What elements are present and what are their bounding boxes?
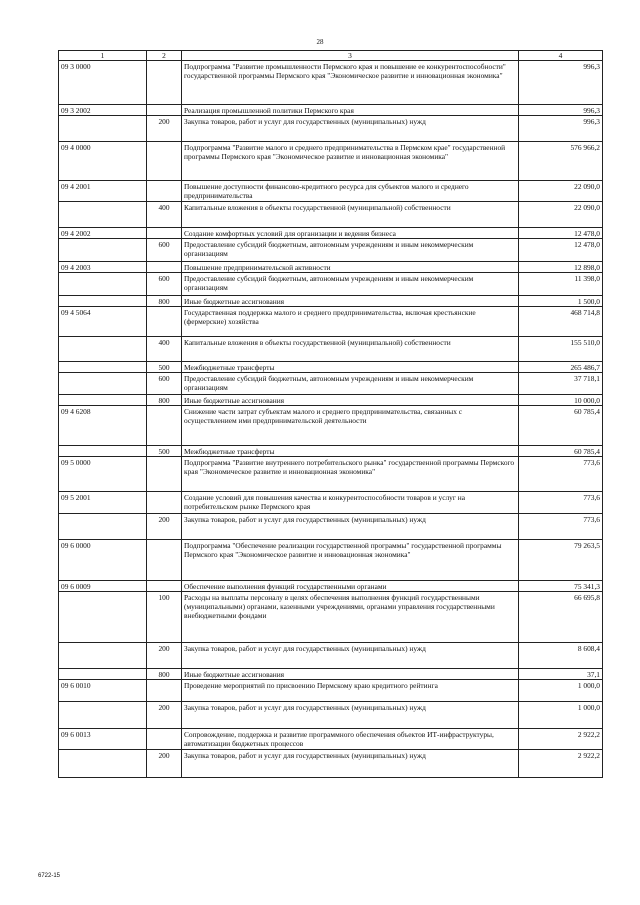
- row-expense-type-cell: 600: [147, 239, 182, 262]
- row-code-cell: 09 4 2002: [59, 228, 147, 239]
- row-code-cell: 09 4 5064: [59, 307, 147, 337]
- table-row: [59, 373, 603, 395]
- row-amount-cell: 60 785,4: [519, 406, 603, 446]
- table-row: [59, 702, 603, 729]
- row-amount-cell: 265 486,7: [519, 362, 603, 373]
- table-row: [59, 729, 603, 750]
- table-row: [59, 457, 603, 492]
- table-row: [59, 514, 603, 540]
- row-amount-cell: 66 695,8: [519, 592, 603, 643]
- row-expense-type-cell: [147, 581, 182, 592]
- header-col-4: 4: [519, 51, 603, 61]
- table-row: [59, 362, 603, 373]
- row-amount-cell: 10 000,0: [519, 395, 603, 406]
- row-amount-cell: 11 398,0: [519, 273, 603, 296]
- row-code-cell: [59, 395, 147, 406]
- row-description-cell: Закупка товаров, работ и услуг для государственных (муниципальных) нужд: [182, 643, 519, 669]
- row-expense-type-cell: [147, 307, 182, 337]
- row-code-cell: [59, 273, 147, 296]
- row-description-cell: Подпрограмма "Развитие промышленности Пермского края и повышение ее конкурентоспособности" государственной программы Пермского края "Экономическое развитие и инновационная экономика": [182, 61, 519, 105]
- table-row: [59, 592, 603, 643]
- row-expense-type-cell: [147, 228, 182, 239]
- row-code-cell: [59, 592, 147, 643]
- table-row: [59, 395, 603, 406]
- row-description-cell: Создание комфортных условий для организации и ведения бизнеса: [182, 228, 519, 239]
- row-amount-cell: 37,1: [519, 669, 603, 680]
- row-amount-cell: 12 478,0: [519, 239, 603, 262]
- table-row: [59, 296, 603, 307]
- table-row: [59, 680, 603, 702]
- row-description-cell: Повышение доступности финансово-кредитного ресурса для субъектов малого и среднего предпринимательства: [182, 181, 519, 202]
- row-description-cell: Предоставление субсидий бюджетным, автономным учреждениям и иным некоммерческим организациям: [182, 273, 519, 296]
- row-description-cell: Реализация промышленной политики Пермского края: [182, 105, 519, 116]
- row-expense-type-cell: 200: [147, 116, 182, 142]
- row-amount-cell: 22 090,0: [519, 202, 603, 228]
- row-code-cell: [59, 702, 147, 729]
- row-amount-cell: 8 608,4: [519, 643, 603, 669]
- row-description-cell: Обеспечение выполнения функций государственными органами: [182, 581, 519, 592]
- table-body: [59, 61, 603, 778]
- row-amount-cell: 1 000,0: [519, 702, 603, 729]
- row-expense-type-cell: [147, 105, 182, 116]
- row-amount-cell: 155 510,0: [519, 337, 603, 362]
- row-description-cell: Подпрограмма "Обеспечение реализации государственной программы" государственной программы Пермского края "Экономическое развитие и инновационная экономика": [182, 540, 519, 581]
- header-col-1: 1: [59, 51, 147, 61]
- row-description-cell: Межбюджетные трансферты: [182, 362, 519, 373]
- row-description-cell: Создание условий для повышения качества и конкурентоспособности товаров и услуг на потребительском рынке Пермского края: [182, 492, 519, 514]
- table-row: [59, 492, 603, 514]
- table-row: [59, 581, 603, 592]
- row-expense-type-cell: 600: [147, 273, 182, 296]
- row-expense-type-cell: 500: [147, 362, 182, 373]
- row-code-cell: [59, 296, 147, 307]
- row-amount-cell: 996,3: [519, 61, 603, 105]
- row-description-cell: Закупка товаров, работ и услуг для государственных (муниципальных) нужд: [182, 514, 519, 540]
- row-amount-cell: 75 341,3: [519, 581, 603, 592]
- row-description-cell: Проведение мероприятий по присвоению Пермскому краю кредитного рейтинга: [182, 680, 519, 702]
- row-code-cell: [59, 202, 147, 228]
- row-description-cell: Иные бюджетные ассигнования: [182, 669, 519, 680]
- row-amount-cell: 37 718,1: [519, 373, 603, 395]
- row-description-cell: Иные бюджетные ассигнования: [182, 395, 519, 406]
- row-amount-cell: 773,6: [519, 514, 603, 540]
- row-amount-cell: 773,6: [519, 457, 603, 492]
- row-code-cell: 09 4 2003: [59, 262, 147, 273]
- row-expense-type-cell: [147, 492, 182, 514]
- row-expense-type-cell: [147, 729, 182, 750]
- table-row: [59, 446, 603, 457]
- header-col-2: 2: [147, 51, 182, 61]
- row-amount-cell: 996,3: [519, 116, 603, 142]
- table-row: [59, 262, 603, 273]
- row-description-cell: Подпрограмма "Развитие малого и среднего предпринимательства в Пермском крае" государственной программы Пермского края "Экономическое развитие и инновационная экономика": [182, 142, 519, 181]
- row-code-cell: 09 4 6208: [59, 406, 147, 446]
- row-description-cell: Сопровождение, поддержка и развитие программного обеспечения объектов ИТ-инфраструктуры, автоматизации бюджетных процессов: [182, 729, 519, 750]
- row-expense-type-cell: [147, 142, 182, 181]
- row-amount-cell: 468 714,8: [519, 307, 603, 337]
- page-number: 28: [316, 38, 324, 46]
- row-amount-cell: 576 966,2: [519, 142, 603, 181]
- row-expense-type-cell: [147, 406, 182, 446]
- row-expense-type-cell: [147, 680, 182, 702]
- table-row: [59, 239, 603, 262]
- row-amount-cell: 2 922,2: [519, 729, 603, 750]
- table-row: [59, 643, 603, 669]
- row-code-cell: 09 4 2001: [59, 181, 147, 202]
- row-description-cell: Капитальные вложения в объекты государственной (муниципальной) собственности: [182, 202, 519, 228]
- row-expense-type-cell: [147, 540, 182, 581]
- row-description-cell: Снижение части затрат субъектам малого и среднего предпринимательства, связанных с осуществлением ими предпринимательской деятельности: [182, 406, 519, 446]
- row-code-cell: [59, 643, 147, 669]
- row-expense-type-cell: [147, 262, 182, 273]
- row-amount-cell: 60 785,4: [519, 446, 603, 457]
- row-code-cell: 09 3 2002: [59, 105, 147, 116]
- table-row: [59, 202, 603, 228]
- row-expense-type-cell: [147, 61, 182, 105]
- table-row: [59, 181, 603, 202]
- table-row: [59, 307, 603, 337]
- row-expense-type-cell: 200: [147, 750, 182, 778]
- table-row: [59, 61, 603, 105]
- row-code-cell: 09 6 0013: [59, 729, 147, 750]
- row-expense-type-cell: 500: [147, 446, 182, 457]
- row-expense-type-cell: 200: [147, 702, 182, 729]
- row-amount-cell: 12 478,0: [519, 228, 603, 239]
- row-amount-cell: 996,3: [519, 105, 603, 116]
- row-description-cell: Закупка товаров, работ и услуг для государственных (муниципальных) нужд: [182, 750, 519, 778]
- row-description-cell: Капитальные вложения в объекты государственной (муниципальной) собственности: [182, 337, 519, 362]
- table-row: [59, 273, 603, 296]
- row-code-cell: 09 5 2001: [59, 492, 147, 514]
- row-amount-cell: 1 500,0: [519, 296, 603, 307]
- row-amount-cell: 2 922,2: [519, 750, 603, 778]
- row-description-cell: Предоставление субсидий бюджетным, автономным учреждениям и иным некоммерческим организациям: [182, 373, 519, 395]
- row-amount-cell: 79 263,5: [519, 540, 603, 581]
- row-expense-type-cell: 200: [147, 514, 182, 540]
- row-code-cell: [59, 362, 147, 373]
- table-row: [59, 406, 603, 446]
- row-amount-cell: 1 000,0: [519, 680, 603, 702]
- row-code-cell: 09 3 0000: [59, 61, 147, 105]
- row-code-cell: [59, 514, 147, 540]
- row-description-cell: Подпрограмма "Развитие внутреннего потребительского рынка" государственной программы Пермского края "Экономическое развитие и инновационная экономика": [182, 457, 519, 492]
- table-row: [59, 540, 603, 581]
- footer-code: 6722-15: [38, 873, 61, 879]
- row-expense-type-cell: [147, 181, 182, 202]
- row-expense-type-cell: 400: [147, 202, 182, 228]
- row-expense-type-cell: [147, 457, 182, 492]
- row-expense-type-cell: 200: [147, 643, 182, 669]
- row-code-cell: [59, 373, 147, 395]
- row-code-cell: [59, 750, 147, 778]
- row-code-cell: 09 6 0009: [59, 581, 147, 592]
- header-col-3: 3: [182, 51, 519, 61]
- row-description-cell: Иные бюджетные ассигнования: [182, 296, 519, 307]
- row-code-cell: 09 6 0000: [59, 540, 147, 581]
- row-amount-cell: 22 090,0: [519, 181, 603, 202]
- table-row: [59, 669, 603, 680]
- row-description-cell: Закупка товаров, работ и услуг для государственных (муниципальных) нужд: [182, 702, 519, 729]
- row-expense-type-cell: 800: [147, 395, 182, 406]
- row-expense-type-cell: 400: [147, 337, 182, 362]
- row-code-cell: [59, 669, 147, 680]
- row-expense-type-cell: 100: [147, 592, 182, 643]
- row-expense-type-cell: 800: [147, 296, 182, 307]
- row-code-cell: [59, 239, 147, 262]
- row-description-cell: Закупка товаров, работ и услуг для государственных (муниципальных) нужд: [182, 116, 519, 142]
- table-row: [59, 228, 603, 239]
- row-code-cell: 09 4 0000: [59, 142, 147, 181]
- budget-table: [58, 50, 603, 778]
- row-description-cell: Повышение предпринимательской активности: [182, 262, 519, 273]
- table-row: [59, 750, 603, 778]
- row-code-cell: [59, 116, 147, 142]
- table-row: [59, 337, 603, 362]
- row-amount-cell: 12 898,0: [519, 262, 603, 273]
- row-code-cell: 09 5 0000: [59, 457, 147, 492]
- table-row: [59, 142, 603, 181]
- row-amount-cell: 773,6: [519, 492, 603, 514]
- row-code-cell: [59, 446, 147, 457]
- row-expense-type-cell: 600: [147, 373, 182, 395]
- row-code-cell: [59, 337, 147, 362]
- row-description-cell: Расходы на выплаты персоналу в целях обеспечения выполнения функций государственными (муниципальными) органами, казенными учреждениями, органами управления государственными внебюджетными фондами: [182, 592, 519, 643]
- table-header-row: [59, 51, 603, 61]
- row-expense-type-cell: 800: [147, 669, 182, 680]
- row-description-cell: Межбюджетные трансферты: [182, 446, 519, 457]
- table-row: [59, 105, 603, 116]
- row-description-cell: Предоставление субсидий бюджетным, автономным учреждениям и иным некоммерческим организациям: [182, 239, 519, 262]
- row-code-cell: 09 6 0010: [59, 680, 147, 702]
- table-row: [59, 116, 603, 142]
- row-description-cell: Государственная поддержка малого и среднего предпринимательства, включая крестьянские (фермерские) хозяйства: [182, 307, 519, 337]
